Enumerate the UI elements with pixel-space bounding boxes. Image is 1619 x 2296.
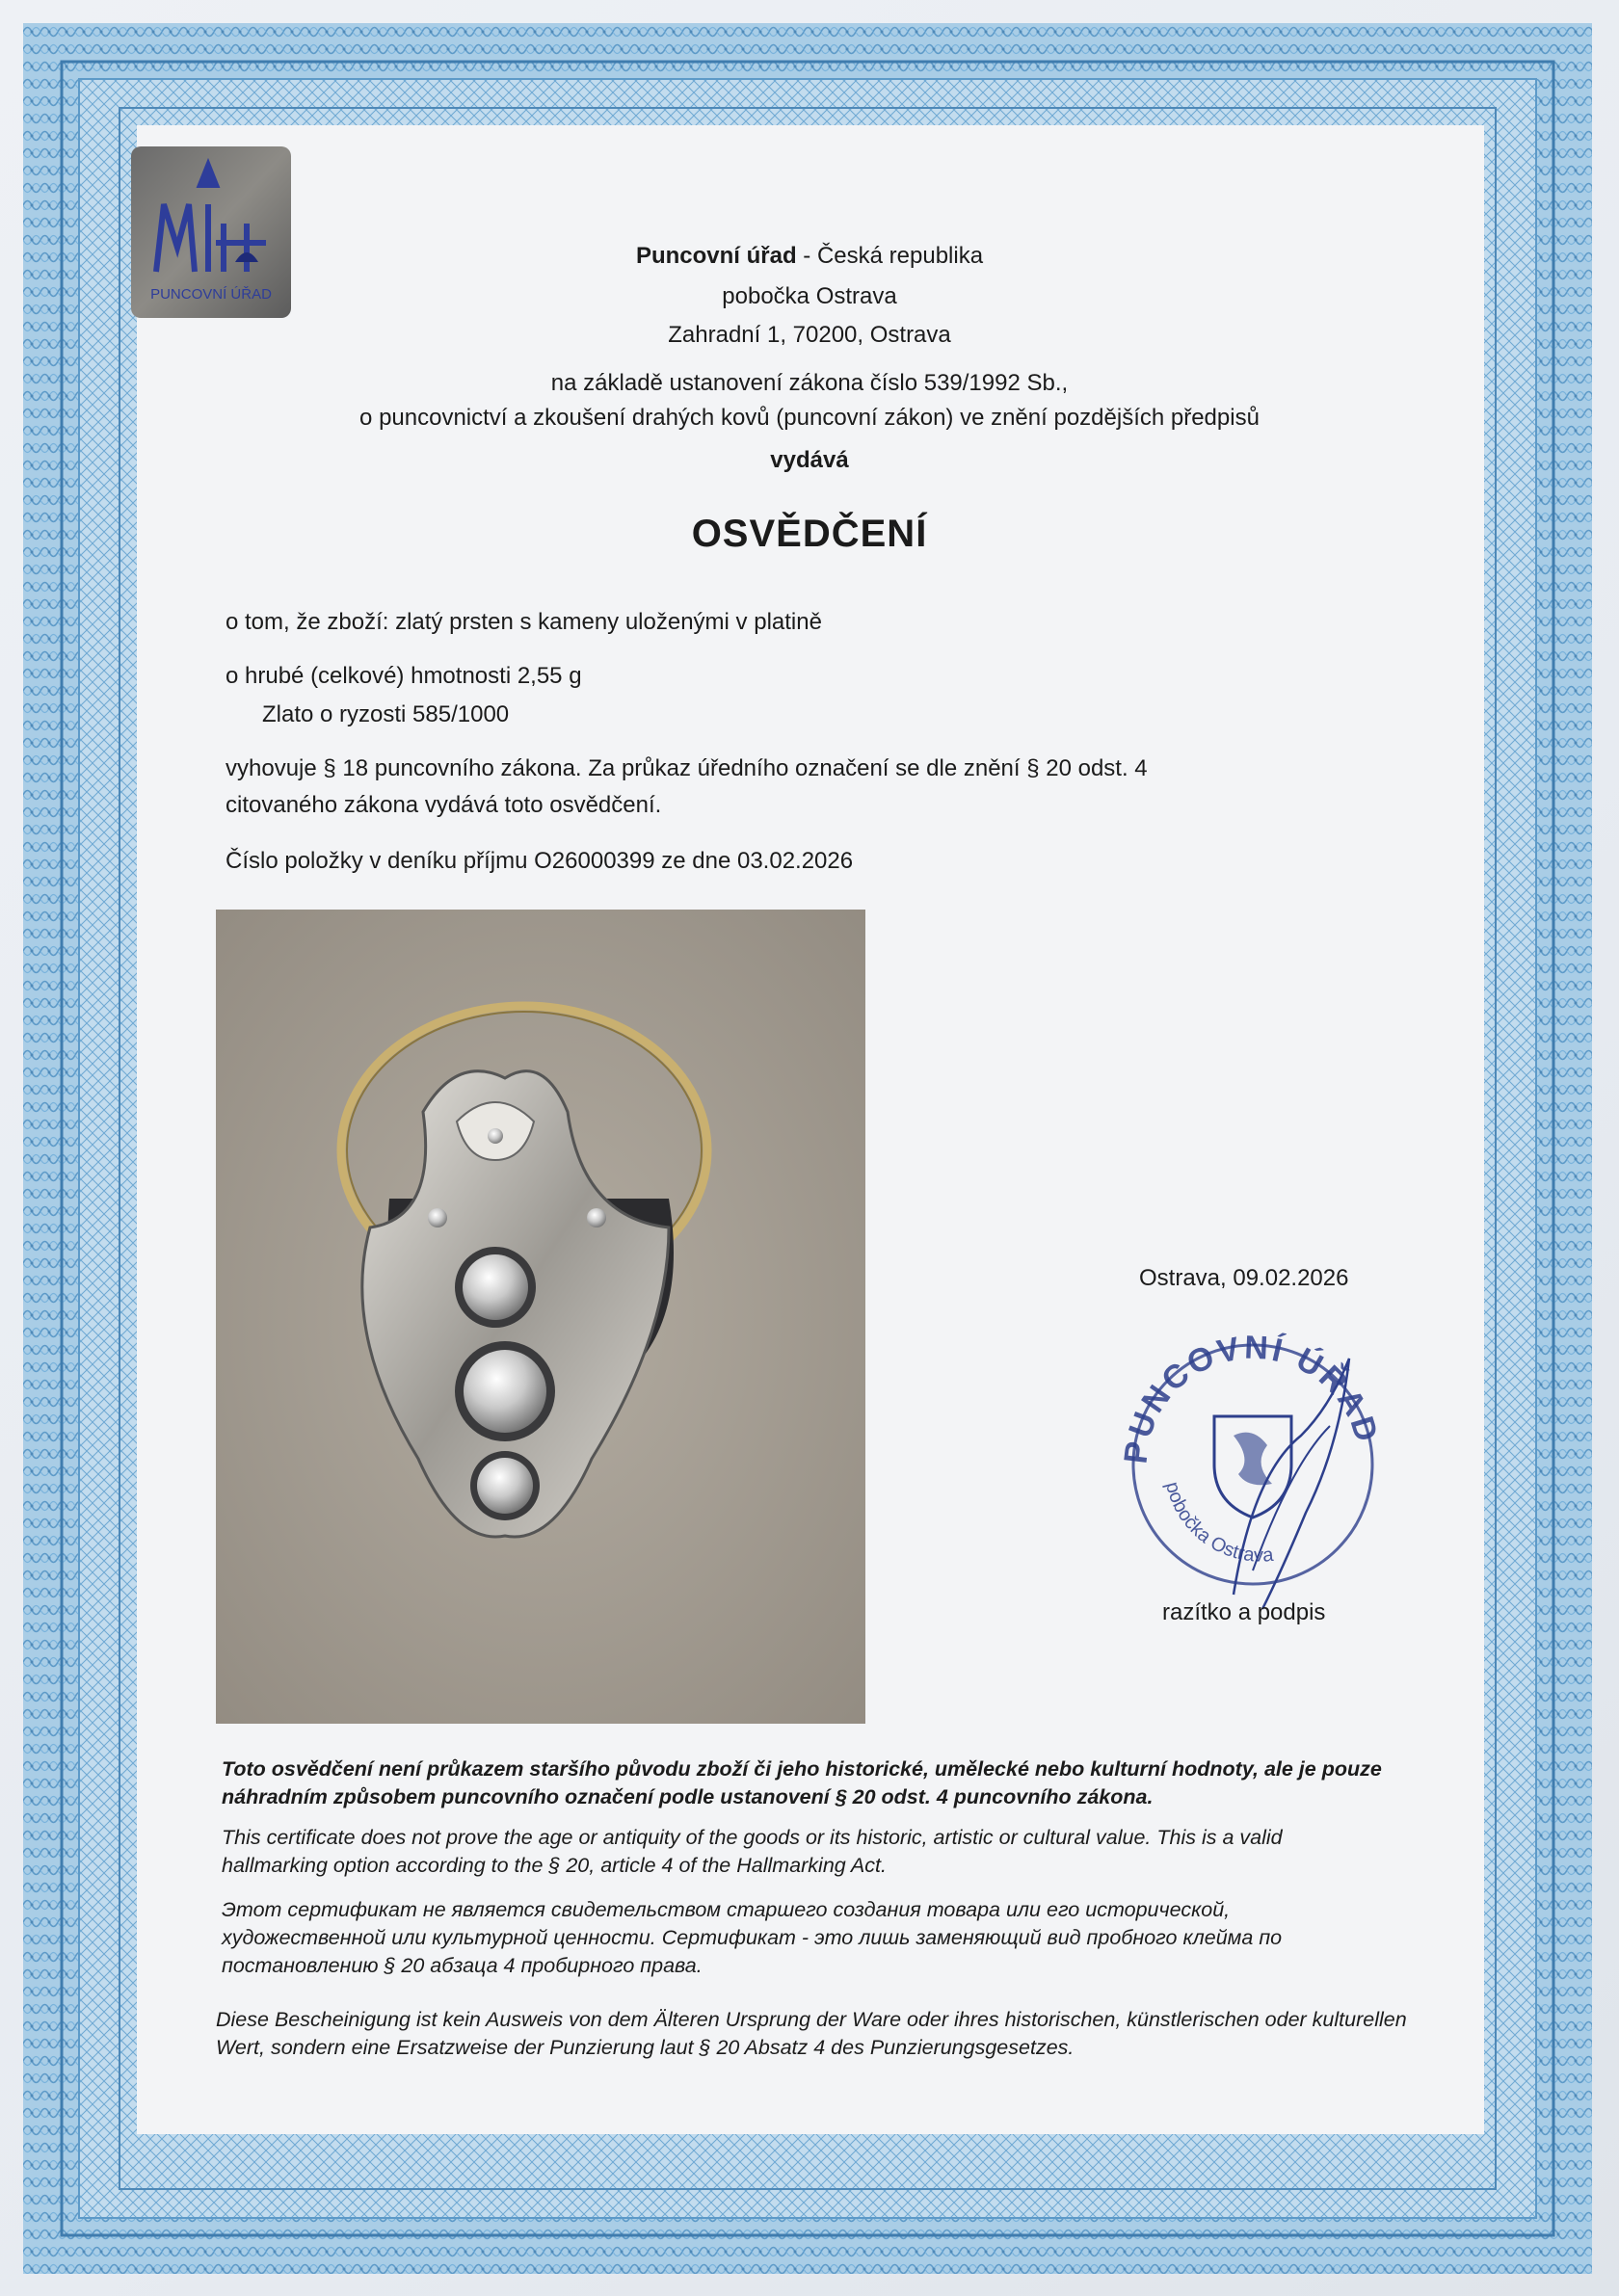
official-stamp (1108, 1320, 1426, 1628)
item-weight: o hrubé (celkové) hmotnosti 2,55 g (226, 663, 582, 689)
branch-name: pobočka Ostrava (722, 283, 897, 309)
issues-verb: vydává (770, 447, 849, 473)
entry-number: Číslo položky v deníku příjmu O26000399 ze dne 03.02.2026 (226, 848, 854, 874)
svg-text:pobočka Ostrava (1161, 1480, 1275, 1567)
item-fineness: Zlato o ryzosti 585/1000 (262, 701, 510, 727)
document-title: OSVĚDČENÍ (691, 513, 928, 555)
issuer-name: Puncovní úřad (635, 243, 797, 269)
stamp-top-text: PUNCOVNÍ ÚŘAD (1117, 1329, 1386, 1466)
issue-place-date: Ostrava, 09.02.2026 (1139, 1265, 1349, 1291)
compliance-line-2: citovaného zákona vydává toto osvědčení. (226, 792, 662, 818)
disclaimer-german: Diese Bescheinigung ist kein Ausweis von dem Älteren Ursprung der Ware oder ihres historischen, künstlerischen oder kulturellen Wert, sondern eine Ersatzweise der Punzierung laut § 20 Absatz 4 des Punzierungsgesetzes. (216, 2008, 1407, 2059)
compliance-line-1: vyhovuje § 18 puncovního zákona. Za průkaz úředního označení se dle znění § 20 odst. 4 (226, 755, 1148, 781)
hologram-logo (131, 146, 291, 318)
law-title: o puncovnictví a zkoušení drahých kovů (puncovní zákon) ve znění pozdějších předpisů (359, 405, 1260, 431)
disclaimer-russian: Этот сертификат не является свидетельством старшего создания товара или его исторической, художественной или культурной ценности. Сертификат - это лишь заменяющий вид пробного клейма по постановлению § 20 абзаца 4 пробирного права. (222, 1898, 1283, 1977)
ring-photo (216, 910, 865, 1724)
stamp-signature-label: razítko a podpis (1162, 1599, 1326, 1625)
branch-address: Zahradní 1, 70200, Ostrava (668, 322, 951, 348)
disclaimer-czech: Toto osvědčení není průkazem staršího původu zboží či jeho historické, umělecké nebo kulturní hodnoty, ale je pouze náhradním způsobem puncovního označení podle ustanovení § 20 odst. 4 puncovního zákona. (222, 1757, 1382, 1808)
law-reference: na základě ustanovení zákona číslo 539/1992 Sb., (550, 370, 1069, 396)
issuer-country: - Česká republika (796, 243, 984, 269)
logo-caption: PUNCOVNÍ ÚŘAD (150, 286, 272, 303)
issuer-line (636, 243, 983, 270)
item-description: o tom, že zboží: zlatý prsten s kameny uloženými v platině (226, 609, 822, 635)
stamp-bottom-text: pobočka Ostrava (1160, 1479, 1275, 1567)
disclaimer-english: This certificate does not prove the age or antiquity of the goods or its historic, artistic or cultural value. This is a valid hallmarking option according to the § 20, article 4 of the Hallmarking Act. (222, 1826, 1283, 1877)
